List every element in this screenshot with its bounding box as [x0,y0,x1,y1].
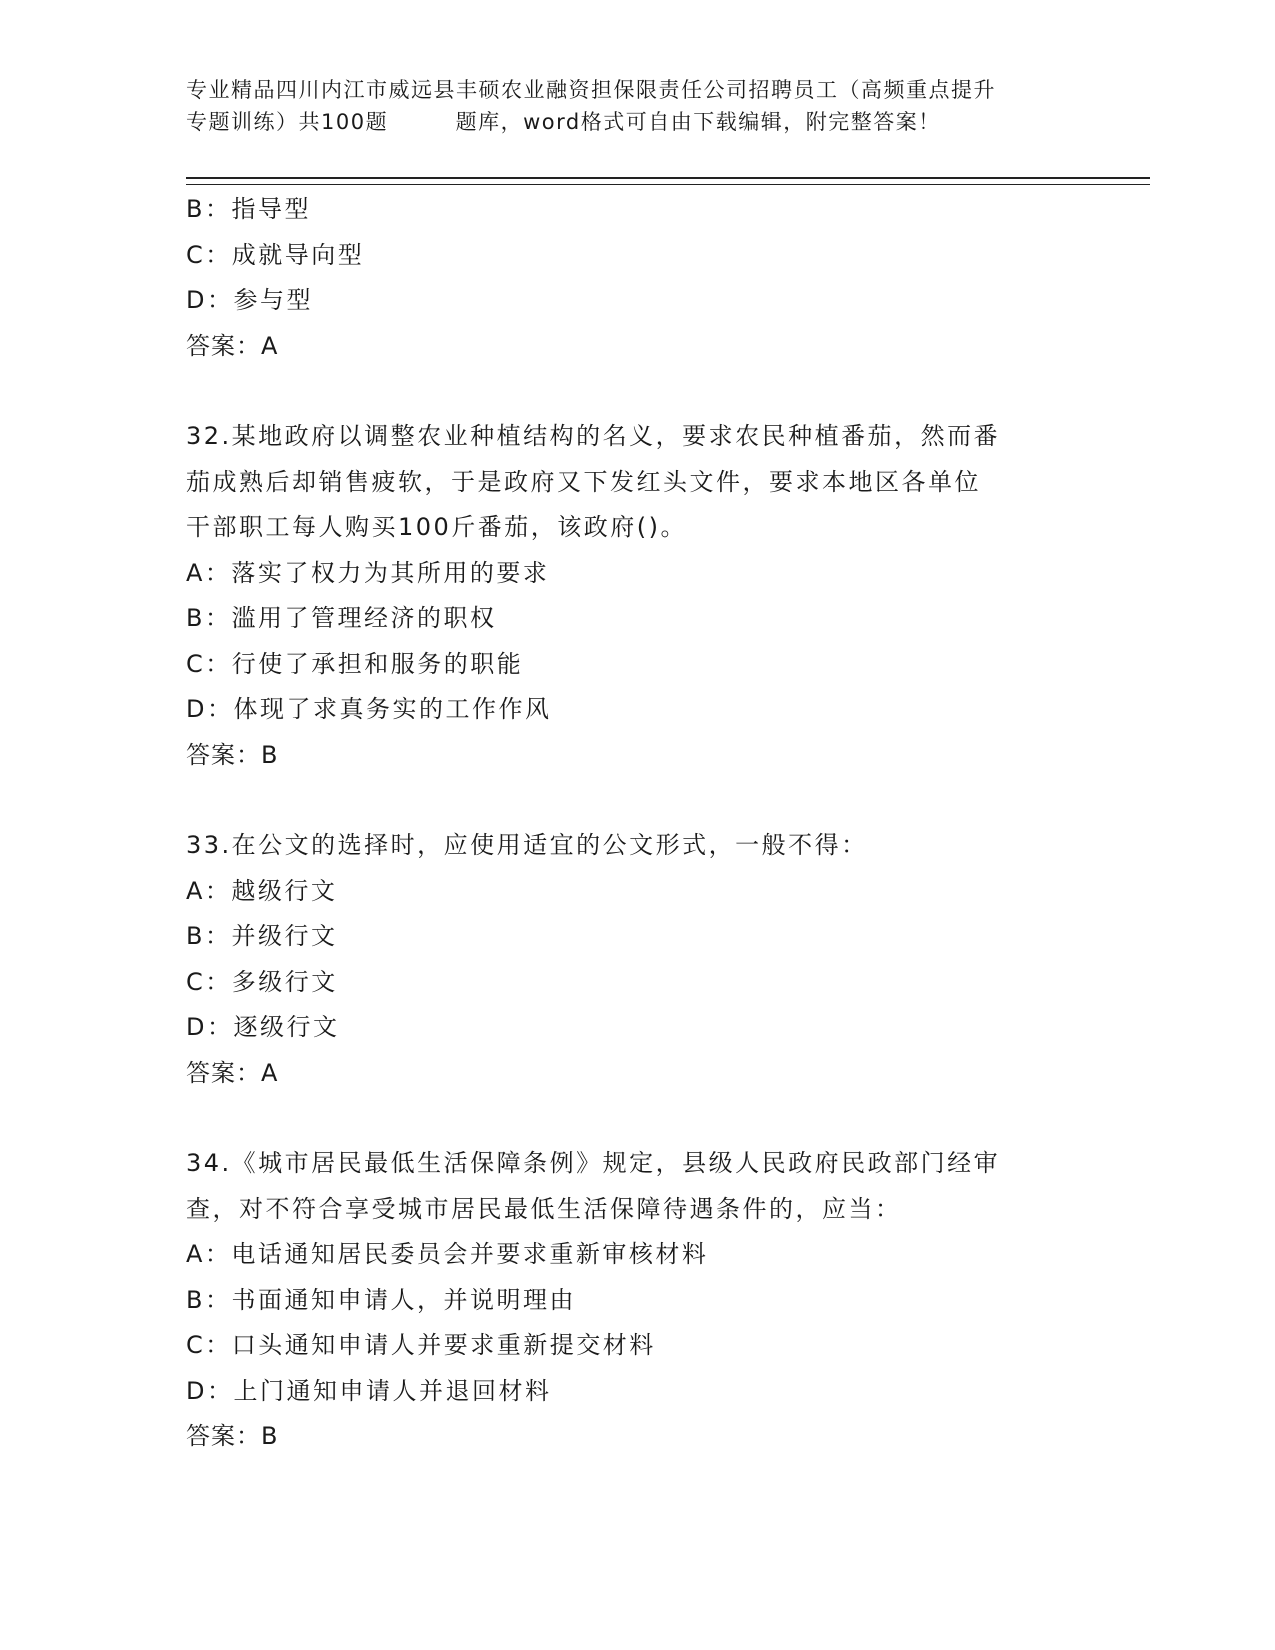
header-line-2: 专题训练）共100题 题库，word格式可自由下载编辑，附完整答案！ [186,110,941,134]
page-header [186,74,1086,138]
option-d: D：体现了求真务实的工作作风 [186,695,552,723]
option-c: C：成就导向型 [186,240,365,269]
option-c: C：多级行文 [186,967,338,996]
option-d: D：上门通知申请人并退回材料 [186,1376,552,1405]
option-c: C：行使了承担和服务的职能 [186,649,524,678]
answer-line: 答案：A [186,331,279,360]
question-text-line: 茄成熟后却销售疲软，于是政府又下发红头文件，要求本地区各单位 [186,467,981,496]
option-b: B：并级行文 [186,922,338,950]
question-32 [186,414,1086,778]
header-divider [186,177,1150,185]
question-text-line: 33.在公文的选择时，应使用适宜的公文形式，一般不得： [186,831,868,859]
question-text-line: 32.某地政府以调整农业种植结构的名义，要求农民种植番茄，然而番 [186,422,1001,450]
option-b: B：指导型 [186,195,311,223]
option-a: A：电话通知居民委员会并要求重新审核材料 [186,1240,709,1268]
option-a: A：越级行文 [186,876,338,905]
option-c: C：口头通知申请人并要求重新提交材料 [186,1331,656,1359]
question-text-line: 干部职工每人购买100斤番茄，该政府()。 [186,513,688,541]
carryover-question [186,187,1086,369]
option-d: D：参与型 [186,286,313,314]
header-line-1: 专业精品四川内江市威远县丰硕农业融资担保限责任公司招聘员工（高频重点提升 [186,78,996,102]
option-b: B：滥用了管理经济的职权 [186,604,497,632]
answer-line: 答案：A [186,1058,279,1087]
document-body [186,187,1086,1460]
option-b: B：书面通知申请人，并说明理由 [186,1285,576,1314]
question-33 [186,823,1086,1096]
question-text-line: 查，对不符合享受城市居民最低生活保障待遇条件的，应当： [186,1194,902,1223]
option-d: D：逐级行文 [186,1013,340,1041]
question-text-line: 34.《城市居民最低生活保障条例》规定，县级人民政府民政部门经审 [186,1149,1001,1177]
answer-line: 答案：B [186,740,279,769]
answer-line: 答案：B [186,1422,279,1450]
option-a: A：落实了权力为其所用的要求 [186,558,550,587]
question-34 [186,1141,1086,1460]
